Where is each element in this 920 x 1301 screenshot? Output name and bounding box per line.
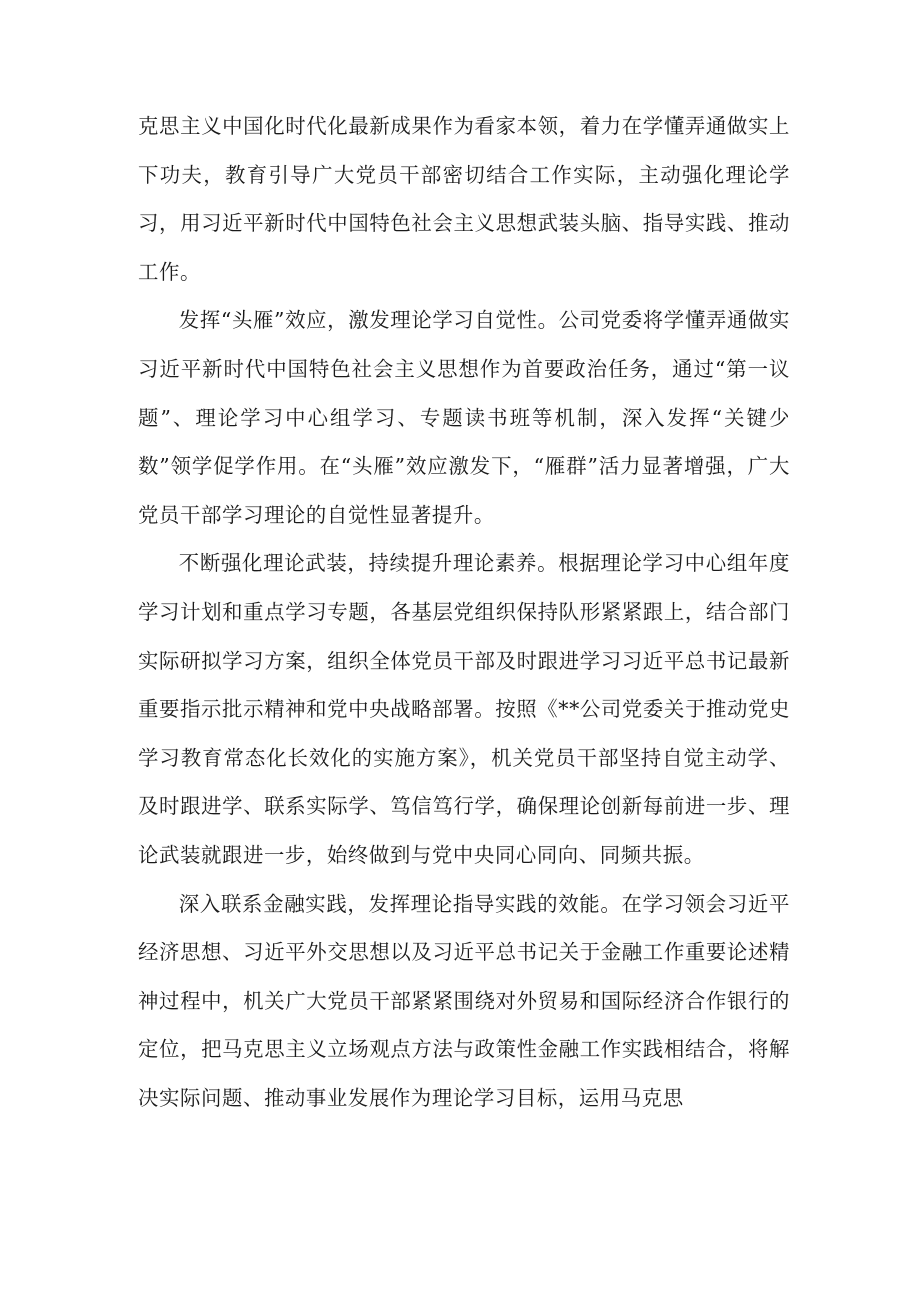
paragraph-financial-practice: 深入联系金融实践，发挥理论指导实践的效能。在学习领会习近平经济思想、习近平外交思想以及习近平总书记关于金融工作重要论述精神过程中，机关广大党员干部紧紧围绕对外贸易和国际经济合作银行的定位，把马克思主义立场观点方法与政策性金融工作实践相结合，将解决实际问题、推动事业发展作为理论学习目标，运用马克思 (138, 891, 790, 1110)
paragraph-continuation: 克思主义中国化时代化最新成果作为看家本领，着力在学懂弄通做实上下功夫，教育引导广大党员干部密切结合工作实际，主动强化理论学习，用习近平新时代中国特色社会主义思想武装头脑、指导实践、推动工作。 (138, 114, 790, 284)
paragraph-theory-arming: 不断强化理论武装，持续提升理论素养。根据理论学习中心组年度学习计划和重点学习专题，各基层党组织保持队形紧紧跟上，结合部门实际研拟学习方案，组织全体党员干部及时跟进学习习近平总书记最新重要指示批示精神和党中央战略部署。按照《**公司党委关于推动党史学习教育常态化长效化的实施方案》，机关党员干部坚持自觉主动学、及时跟进学、联系实际学、笃信笃行学，确保理论创新每前进一步、理论武装就跟进一步，始终做到与党中央同心同向、同频共振。 (138, 551, 790, 867)
document-page (138, 102, 790, 1122)
paragraph-lead-role: 发挥“头雁”效应，激发理论学习自觉性。公司党委将学懂弄通做实习近平新时代中国特色社会主义思想作为首要政治任务，通过“第一议题”、理论学习中心组学习、专题读书班等机制，深入发挥“关键少数”领学促学作用。在“头雁”效应激发下，“雁群”活力显著增强，广大党员干部学习理论的自觉性显著提升。 (138, 308, 790, 527)
